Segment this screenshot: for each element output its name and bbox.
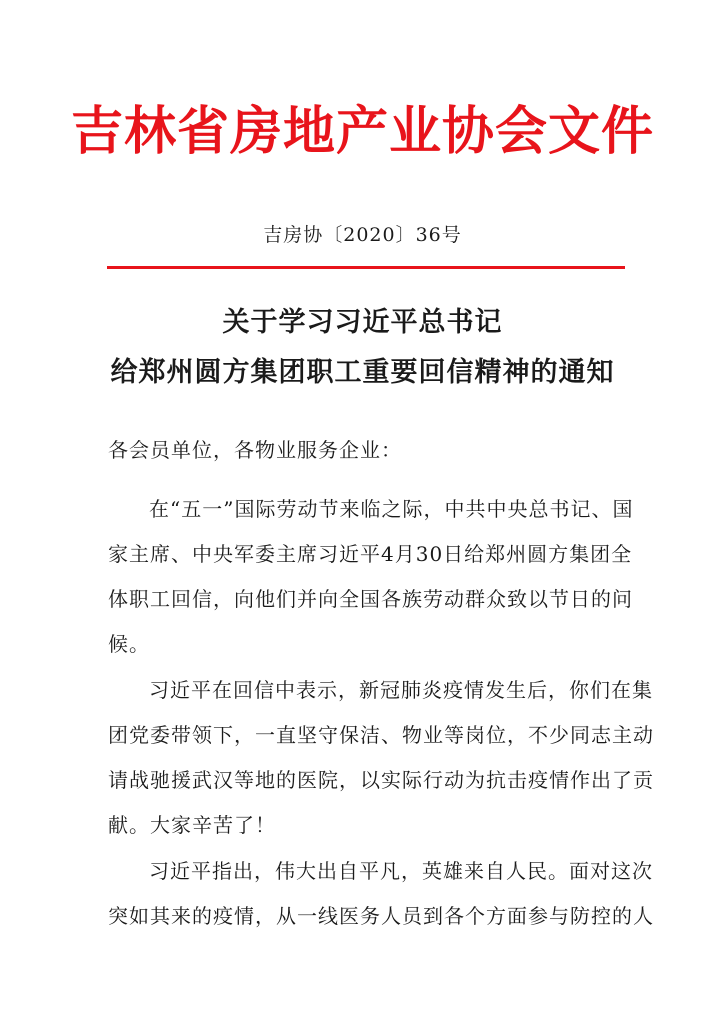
paragraph-line: 体职工回信，向他们并向全国各族劳动群众致以节日的问 bbox=[108, 587, 633, 611]
paragraph-line: 献。大家辛苦了！ bbox=[108, 813, 276, 837]
paragraph-line: 请战驰援武汉等地的医院，以实际行动为抗击疫情作出了贡 bbox=[108, 768, 654, 792]
red-header-title: 吉林省房地产业协会文件 bbox=[70, 102, 654, 162]
body-paragraph-2 bbox=[108, 668, 654, 848]
body-paragraph-3 bbox=[108, 849, 654, 939]
document-number: 吉房协〔2020〕36号 bbox=[263, 224, 462, 246]
paragraph-line: 突如其来的疫情，从一线医务人员到各个方面参与防控的人 bbox=[108, 904, 654, 928]
paragraph-line: 团党委带领下，一直坚守保洁、物业等岗位，不少同志主动 bbox=[108, 723, 654, 747]
red-divider-line bbox=[107, 266, 625, 269]
salutation: 各会员单位，各物业服务企业： bbox=[108, 438, 402, 462]
paragraph-line: 候。 bbox=[108, 632, 150, 656]
notice-title-line-1: 关于学习习近平总书记 bbox=[222, 307, 503, 338]
notice-title-line-2: 给郑州圆方集团职工重要回信精神的通知 bbox=[110, 357, 615, 388]
paragraph-line: 习近平指出，伟大出自平凡，英雄来自人民。面对这次 bbox=[149, 859, 653, 883]
body-paragraph-1 bbox=[108, 487, 634, 667]
paragraph-line: 习近平在回信中表示，新冠肺炎疫情发生后，你们在集 bbox=[149, 678, 653, 702]
paragraph-line: 在“五一”国际劳动节来临之际，中共中央总书记、国 bbox=[149, 497, 634, 521]
paragraph-line: 家主席、中央军委主席习近平4月30日给郑州圆方集团全 bbox=[108, 542, 633, 566]
